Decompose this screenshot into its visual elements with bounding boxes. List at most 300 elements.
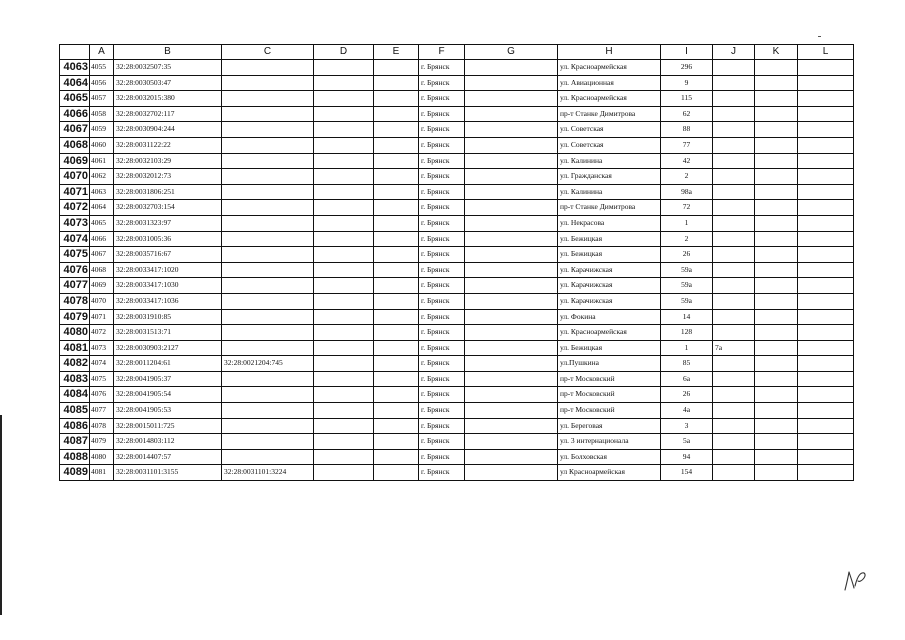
cell-c[interactable] xyxy=(222,91,314,107)
cell-b[interactable]: 32:28:0030904:244 xyxy=(114,122,222,138)
cell-i[interactable]: 3 xyxy=(661,418,713,434)
cell-j[interactable] xyxy=(713,465,755,481)
row-number[interactable]: 4087 xyxy=(60,434,90,450)
cell-f[interactable]: г. Брянск xyxy=(419,418,465,434)
cell-k[interactable] xyxy=(755,184,798,200)
cell-d[interactable] xyxy=(314,91,374,107)
cell-g[interactable] xyxy=(465,200,558,216)
cell-f[interactable]: г. Брянск xyxy=(419,122,465,138)
cell-c[interactable] xyxy=(222,325,314,341)
cell-j[interactable] xyxy=(713,137,755,153)
cell-b[interactable]: 32:28:0031101:3155 xyxy=(114,465,222,481)
cell-f[interactable]: г. Брянск xyxy=(419,169,465,185)
cell-g[interactable] xyxy=(465,153,558,169)
cell-k[interactable] xyxy=(755,403,798,419)
cell-d[interactable] xyxy=(314,153,374,169)
row-number[interactable]: 4064 xyxy=(60,75,90,91)
row-number[interactable]: 4068 xyxy=(60,137,90,153)
cell-d[interactable] xyxy=(314,75,374,91)
cell-h[interactable]: ул. Болховская xyxy=(558,449,661,465)
cell-e[interactable] xyxy=(374,215,419,231)
cell-l[interactable] xyxy=(798,262,854,278)
cell-f[interactable]: г. Брянск xyxy=(419,75,465,91)
cell-e[interactable] xyxy=(374,231,419,247)
cell-c[interactable] xyxy=(222,293,314,309)
cell-h[interactable]: ул. Гражданская xyxy=(558,169,661,185)
cell-i[interactable]: 59а xyxy=(661,278,713,294)
row-number[interactable]: 4071 xyxy=(60,184,90,200)
cell-i[interactable]: 128 xyxy=(661,325,713,341)
cell-d[interactable] xyxy=(314,293,374,309)
cell-g[interactable] xyxy=(465,60,558,76)
cell-b[interactable]: 32:28:0011204:61 xyxy=(114,356,222,372)
cell-l[interactable] xyxy=(798,340,854,356)
row-number[interactable]: 4077 xyxy=(60,278,90,294)
cell-f[interactable]: г. Брянск xyxy=(419,309,465,325)
cell-d[interactable] xyxy=(314,418,374,434)
cell-i[interactable]: 85 xyxy=(661,356,713,372)
cell-l[interactable] xyxy=(798,215,854,231)
cell-f[interactable]: г. Брянск xyxy=(419,262,465,278)
cell-k[interactable] xyxy=(755,106,798,122)
cell-d[interactable] xyxy=(314,200,374,216)
cell-i[interactable]: 42 xyxy=(661,153,713,169)
cell-e[interactable] xyxy=(374,387,419,403)
cell-l[interactable] xyxy=(798,75,854,91)
cell-b[interactable]: 32:28:0032103:29 xyxy=(114,153,222,169)
cell-e[interactable] xyxy=(374,106,419,122)
cell-k[interactable] xyxy=(755,434,798,450)
cell-h[interactable]: ул. Красноармейская xyxy=(558,60,661,76)
cell-f[interactable]: г. Брянск xyxy=(419,293,465,309)
cell-l[interactable] xyxy=(798,106,854,122)
cell-h[interactable]: пр-т Московский xyxy=(558,403,661,419)
cell-k[interactable] xyxy=(755,262,798,278)
cell-j[interactable] xyxy=(713,403,755,419)
row-number[interactable]: 4079 xyxy=(60,309,90,325)
cell-e[interactable] xyxy=(374,262,419,278)
cell-f[interactable]: г. Брянск xyxy=(419,278,465,294)
cell-e[interactable] xyxy=(374,403,419,419)
row-number[interactable]: 4072 xyxy=(60,200,90,216)
cell-a[interactable]: 4062 xyxy=(90,169,114,185)
cell-k[interactable] xyxy=(755,247,798,263)
row-number[interactable]: 4078 xyxy=(60,293,90,309)
cell-h[interactable]: ул. Бежицкая xyxy=(558,340,661,356)
corner-header-cell[interactable] xyxy=(60,45,90,60)
cell-j[interactable] xyxy=(713,153,755,169)
cell-f[interactable]: г. Брянск xyxy=(419,60,465,76)
cell-g[interactable] xyxy=(465,340,558,356)
cell-a[interactable]: 4061 xyxy=(90,153,114,169)
cell-j[interactable] xyxy=(713,184,755,200)
cell-d[interactable] xyxy=(314,262,374,278)
cell-a[interactable]: 4058 xyxy=(90,106,114,122)
cell-k[interactable] xyxy=(755,309,798,325)
cell-a[interactable]: 4063 xyxy=(90,184,114,200)
cell-f[interactable]: г. Брянск xyxy=(419,387,465,403)
cell-j[interactable] xyxy=(713,371,755,387)
column-header-c[interactable]: C xyxy=(222,45,314,60)
cell-f[interactable]: г. Брянск xyxy=(419,340,465,356)
cell-j[interactable] xyxy=(713,278,755,294)
cell-g[interactable] xyxy=(465,262,558,278)
cell-i[interactable]: 6а xyxy=(661,371,713,387)
cell-h[interactable]: ул. Фокина xyxy=(558,309,661,325)
cell-k[interactable] xyxy=(755,387,798,403)
cell-d[interactable] xyxy=(314,106,374,122)
row-number[interactable]: 4065 xyxy=(60,91,90,107)
cell-a[interactable]: 4073 xyxy=(90,340,114,356)
cell-b[interactable]: 32:28:0032702:117 xyxy=(114,106,222,122)
cell-i[interactable]: 77 xyxy=(661,137,713,153)
cell-e[interactable] xyxy=(374,465,419,481)
cell-j[interactable] xyxy=(713,91,755,107)
cell-d[interactable] xyxy=(314,434,374,450)
cell-e[interactable] xyxy=(374,91,419,107)
cell-a[interactable]: 4057 xyxy=(90,91,114,107)
row-number[interactable]: 4070 xyxy=(60,169,90,185)
cell-k[interactable] xyxy=(755,231,798,247)
column-header-i[interactable]: I xyxy=(661,45,713,60)
cell-c[interactable] xyxy=(222,215,314,231)
cell-a[interactable]: 4071 xyxy=(90,309,114,325)
cell-a[interactable]: 4075 xyxy=(90,371,114,387)
cell-g[interactable] xyxy=(465,403,558,419)
cell-e[interactable] xyxy=(374,371,419,387)
column-header-b[interactable]: B xyxy=(114,45,222,60)
cell-b[interactable]: 32:28:0031122:22 xyxy=(114,137,222,153)
cell-h[interactable]: ул.Пушкина xyxy=(558,356,661,372)
cell-b[interactable]: 32:28:0030903:2127 xyxy=(114,340,222,356)
cell-k[interactable] xyxy=(755,60,798,76)
cell-g[interactable] xyxy=(465,356,558,372)
cell-l[interactable] xyxy=(798,278,854,294)
cell-a[interactable]: 4066 xyxy=(90,231,114,247)
cell-d[interactable] xyxy=(314,60,374,76)
cell-g[interactable] xyxy=(465,293,558,309)
cell-d[interactable] xyxy=(314,356,374,372)
cell-c[interactable] xyxy=(222,418,314,434)
cell-f[interactable]: г. Брянск xyxy=(419,434,465,450)
cell-l[interactable] xyxy=(798,91,854,107)
cell-k[interactable] xyxy=(755,200,798,216)
cell-j[interactable] xyxy=(713,60,755,76)
cell-g[interactable] xyxy=(465,278,558,294)
cell-l[interactable] xyxy=(798,449,854,465)
cell-b[interactable]: 32:28:0035716:67 xyxy=(114,247,222,263)
cell-k[interactable] xyxy=(755,278,798,294)
cell-k[interactable] xyxy=(755,137,798,153)
cell-j[interactable] xyxy=(713,293,755,309)
row-number[interactable]: 4085 xyxy=(60,403,90,419)
cell-e[interactable] xyxy=(374,293,419,309)
cell-f[interactable]: г. Брянск xyxy=(419,325,465,341)
cell-d[interactable] xyxy=(314,387,374,403)
cell-i[interactable]: 26 xyxy=(661,387,713,403)
row-number[interactable]: 4063 xyxy=(60,60,90,76)
cell-l[interactable] xyxy=(798,293,854,309)
cell-h[interactable]: ул. 3 интернационала xyxy=(558,434,661,450)
cell-g[interactable] xyxy=(465,465,558,481)
cell-i[interactable]: 2 xyxy=(661,169,713,185)
cell-j[interactable] xyxy=(713,449,755,465)
cell-h[interactable]: пр-т Московский xyxy=(558,387,661,403)
cell-j[interactable] xyxy=(713,434,755,450)
cell-b[interactable]: 32:28:0033417:1020 xyxy=(114,262,222,278)
cell-e[interactable] xyxy=(374,169,419,185)
column-header-g[interactable]: G xyxy=(465,45,558,60)
cell-c[interactable] xyxy=(222,153,314,169)
cell-h[interactable]: ул. Карачижская xyxy=(558,278,661,294)
cell-e[interactable] xyxy=(374,325,419,341)
cell-i[interactable]: 72 xyxy=(661,200,713,216)
cell-l[interactable] xyxy=(798,231,854,247)
cell-j[interactable] xyxy=(713,418,755,434)
row-number[interactable]: 4073 xyxy=(60,215,90,231)
cell-i[interactable]: 1 xyxy=(661,215,713,231)
cell-c[interactable] xyxy=(222,137,314,153)
cell-j[interactable] xyxy=(713,231,755,247)
cell-l[interactable] xyxy=(798,325,854,341)
cell-c[interactable] xyxy=(222,75,314,91)
cell-j[interactable]: 7а xyxy=(713,340,755,356)
cell-f[interactable]: г. Брянск xyxy=(419,137,465,153)
cell-l[interactable] xyxy=(798,434,854,450)
cell-g[interactable] xyxy=(465,137,558,153)
cell-a[interactable]: 4069 xyxy=(90,278,114,294)
cell-c[interactable] xyxy=(222,371,314,387)
cell-l[interactable] xyxy=(798,184,854,200)
cell-b[interactable]: 32:28:0031005:36 xyxy=(114,231,222,247)
cell-h[interactable]: ул. Бежицкая xyxy=(558,231,661,247)
cell-c[interactable] xyxy=(222,309,314,325)
cell-b[interactable]: 32:28:0014407:57 xyxy=(114,449,222,465)
cell-g[interactable] xyxy=(465,309,558,325)
cell-e[interactable] xyxy=(374,278,419,294)
cell-k[interactable] xyxy=(755,340,798,356)
cell-c[interactable] xyxy=(222,200,314,216)
cell-f[interactable]: г. Брянск xyxy=(419,449,465,465)
cell-a[interactable]: 4060 xyxy=(90,137,114,153)
column-header-h[interactable]: H xyxy=(558,45,661,60)
cell-h[interactable]: пр-т Московский xyxy=(558,371,661,387)
cell-i[interactable]: 26 xyxy=(661,247,713,263)
cell-a[interactable]: 4056 xyxy=(90,75,114,91)
cell-l[interactable] xyxy=(798,200,854,216)
row-number[interactable]: 4081 xyxy=(60,340,90,356)
cell-d[interactable] xyxy=(314,309,374,325)
cell-g[interactable] xyxy=(465,434,558,450)
cell-b[interactable]: 32:28:0015011:725 xyxy=(114,418,222,434)
cell-d[interactable] xyxy=(314,449,374,465)
cell-d[interactable] xyxy=(314,169,374,185)
cell-k[interactable] xyxy=(755,153,798,169)
cell-f[interactable]: г. Брянск xyxy=(419,184,465,200)
cell-a[interactable]: 4080 xyxy=(90,449,114,465)
cell-f[interactable]: г. Брянск xyxy=(419,215,465,231)
cell-h[interactable]: ул. Карачижская xyxy=(558,262,661,278)
row-number[interactable]: 4089 xyxy=(60,465,90,481)
row-number[interactable]: 4084 xyxy=(60,387,90,403)
cell-j[interactable] xyxy=(713,247,755,263)
cell-k[interactable] xyxy=(755,371,798,387)
cell-b[interactable]: 32:28:0031910:85 xyxy=(114,309,222,325)
cell-l[interactable] xyxy=(798,153,854,169)
cell-j[interactable] xyxy=(713,309,755,325)
cell-g[interactable] xyxy=(465,418,558,434)
cell-k[interactable] xyxy=(755,215,798,231)
cell-b[interactable]: 32:28:0032012:73 xyxy=(114,169,222,185)
cell-j[interactable] xyxy=(713,169,755,185)
cell-f[interactable]: г. Брянск xyxy=(419,200,465,216)
cell-e[interactable] xyxy=(374,356,419,372)
cell-k[interactable] xyxy=(755,293,798,309)
cell-k[interactable] xyxy=(755,169,798,185)
cell-h[interactable]: ул. Советская xyxy=(558,122,661,138)
cell-j[interactable] xyxy=(713,387,755,403)
row-number[interactable]: 4080 xyxy=(60,325,90,341)
cell-g[interactable] xyxy=(465,215,558,231)
cell-h[interactable]: ул. Красноармейская xyxy=(558,325,661,341)
cell-e[interactable] xyxy=(374,200,419,216)
cell-i[interactable]: 94 xyxy=(661,449,713,465)
cell-g[interactable] xyxy=(465,91,558,107)
cell-k[interactable] xyxy=(755,325,798,341)
cell-g[interactable] xyxy=(465,231,558,247)
cell-d[interactable] xyxy=(314,465,374,481)
cell-a[interactable]: 4070 xyxy=(90,293,114,309)
row-number[interactable]: 4069 xyxy=(60,153,90,169)
cell-f[interactable]: г. Брянск xyxy=(419,465,465,481)
cell-a[interactable]: 4059 xyxy=(90,122,114,138)
cell-a[interactable]: 4081 xyxy=(90,465,114,481)
cell-e[interactable] xyxy=(374,449,419,465)
cell-k[interactable] xyxy=(755,465,798,481)
cell-e[interactable] xyxy=(374,60,419,76)
cell-i[interactable]: 5а xyxy=(661,434,713,450)
cell-e[interactable] xyxy=(374,418,419,434)
cell-i[interactable]: 9 xyxy=(661,75,713,91)
cell-i[interactable]: 98а xyxy=(661,184,713,200)
cell-d[interactable] xyxy=(314,215,374,231)
cell-c[interactable] xyxy=(222,403,314,419)
column-header-f[interactable]: F xyxy=(419,45,465,60)
cell-i[interactable]: 14 xyxy=(661,309,713,325)
cell-a[interactable]: 4079 xyxy=(90,434,114,450)
cell-a[interactable]: 4078 xyxy=(90,418,114,434)
cell-f[interactable]: г. Брянск xyxy=(419,106,465,122)
cell-l[interactable] xyxy=(798,371,854,387)
cell-a[interactable]: 4068 xyxy=(90,262,114,278)
cell-l[interactable] xyxy=(798,356,854,372)
cell-b[interactable]: 32:28:0031323:97 xyxy=(114,215,222,231)
cell-b[interactable]: 32:28:0032507:35 xyxy=(114,60,222,76)
cell-j[interactable] xyxy=(713,215,755,231)
cell-l[interactable] xyxy=(798,465,854,481)
cell-h[interactable]: пр-т Станке Димитрова xyxy=(558,106,661,122)
cell-f[interactable]: г. Брянск xyxy=(419,403,465,419)
cell-k[interactable] xyxy=(755,122,798,138)
cell-i[interactable]: 154 xyxy=(661,465,713,481)
column-header-l[interactable]: L xyxy=(798,45,854,60)
cell-l[interactable] xyxy=(798,137,854,153)
cell-i[interactable]: 59а xyxy=(661,262,713,278)
cell-j[interactable] xyxy=(713,122,755,138)
cell-c[interactable] xyxy=(222,449,314,465)
cell-a[interactable]: 4055 xyxy=(90,60,114,76)
cell-a[interactable]: 4072 xyxy=(90,325,114,341)
cell-c[interactable] xyxy=(222,184,314,200)
cell-k[interactable] xyxy=(755,75,798,91)
column-header-d[interactable]: D xyxy=(314,45,374,60)
cell-i[interactable]: 1 xyxy=(661,340,713,356)
cell-i[interactable]: 59а xyxy=(661,293,713,309)
cell-g[interactable] xyxy=(465,169,558,185)
cell-h[interactable]: ул. Некрасова xyxy=(558,215,661,231)
cell-g[interactable] xyxy=(465,371,558,387)
cell-j[interactable] xyxy=(713,106,755,122)
cell-d[interactable] xyxy=(314,122,374,138)
row-number[interactable]: 4067 xyxy=(60,122,90,138)
cell-a[interactable]: 4067 xyxy=(90,247,114,263)
cell-l[interactable] xyxy=(798,169,854,185)
cell-c[interactable] xyxy=(222,231,314,247)
cell-h[interactable]: ул. Калинина xyxy=(558,153,661,169)
cell-i[interactable]: 62 xyxy=(661,106,713,122)
cell-g[interactable] xyxy=(465,184,558,200)
cell-i[interactable]: 88 xyxy=(661,122,713,138)
cell-a[interactable]: 4076 xyxy=(90,387,114,403)
cell-h[interactable]: ул. Красноармейская xyxy=(558,91,661,107)
cell-f[interactable]: г. Брянск xyxy=(419,356,465,372)
cell-l[interactable] xyxy=(798,418,854,434)
cell-b[interactable]: 32:28:0041905:37 xyxy=(114,371,222,387)
cell-d[interactable] xyxy=(314,231,374,247)
row-number[interactable]: 4082 xyxy=(60,356,90,372)
cell-l[interactable] xyxy=(798,247,854,263)
cell-l[interactable] xyxy=(798,122,854,138)
cell-c[interactable] xyxy=(222,169,314,185)
cell-a[interactable]: 4065 xyxy=(90,215,114,231)
cell-c[interactable] xyxy=(222,434,314,450)
cell-e[interactable] xyxy=(374,340,419,356)
cell-i[interactable]: 115 xyxy=(661,91,713,107)
row-number[interactable]: 4074 xyxy=(60,231,90,247)
row-number[interactable]: 4075 xyxy=(60,247,90,263)
cell-g[interactable] xyxy=(465,247,558,263)
column-header-k[interactable]: K xyxy=(755,45,798,60)
cell-e[interactable] xyxy=(374,137,419,153)
cell-b[interactable]: 32:28:0033417:1030 xyxy=(114,278,222,294)
cell-e[interactable] xyxy=(374,184,419,200)
cell-g[interactable] xyxy=(465,106,558,122)
cell-d[interactable] xyxy=(314,340,374,356)
cell-c[interactable] xyxy=(222,262,314,278)
cell-g[interactable] xyxy=(465,387,558,403)
cell-g[interactable] xyxy=(465,325,558,341)
cell-j[interactable] xyxy=(713,325,755,341)
cell-d[interactable] xyxy=(314,371,374,387)
row-number[interactable]: 4088 xyxy=(60,449,90,465)
cell-b[interactable]: 32:28:0031513:71 xyxy=(114,325,222,341)
cell-j[interactable] xyxy=(713,356,755,372)
cell-j[interactable] xyxy=(713,200,755,216)
cell-c[interactable] xyxy=(222,122,314,138)
cell-b[interactable]: 32:28:0032703:154 xyxy=(114,200,222,216)
cell-k[interactable] xyxy=(755,356,798,372)
cell-f[interactable]: г. Брянск xyxy=(419,231,465,247)
